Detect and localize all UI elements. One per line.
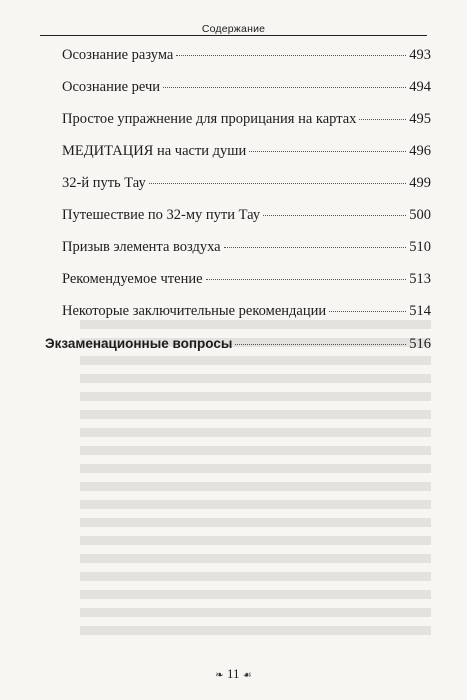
toc-entry-exam-questions — [45, 334, 431, 354]
toc-entry — [62, 174, 431, 193]
dot-leader — [176, 55, 406, 56]
toc-entry — [62, 46, 431, 65]
toc-entry-page: 500 — [409, 207, 431, 223]
header-title: Содержание — [192, 23, 275, 35]
toc-entry — [62, 302, 431, 321]
dot-leader — [224, 247, 407, 248]
toc-entry-page: 493 — [409, 47, 431, 63]
toc-entry-page: 496 — [409, 143, 431, 159]
toc-entry — [62, 238, 431, 257]
toc-entry — [62, 270, 431, 289]
toc-entry-page: 494 — [409, 79, 431, 95]
dot-leader — [359, 119, 406, 120]
dot-leader — [249, 151, 406, 152]
toc-entry-title: Осознание разума — [62, 47, 174, 63]
ornament-left-icon: ❧ — [215, 670, 224, 681]
running-header — [40, 18, 427, 46]
toc-entry-title: Осознание речи — [62, 79, 161, 95]
toc-entry-page: 513 — [409, 271, 431, 287]
bleed-through-text — [80, 320, 431, 640]
toc-entry-page: 499 — [409, 175, 431, 191]
toc-entry-page: 514 — [409, 303, 431, 319]
toc-entry-title: 32-й путь Тау — [62, 175, 146, 191]
toc-entry — [62, 110, 431, 129]
toc-entry-title: Призыв элемента воздуха — [62, 239, 221, 255]
dot-leader — [263, 215, 406, 216]
toc-entry-title: МЕДИТАЦИЯ на части души — [62, 143, 247, 159]
toc-entry-title: Простое упражнение для прорицания на картах — [62, 111, 357, 127]
dot-leader — [149, 183, 407, 184]
ornament-right-icon: ☙ — [242, 670, 252, 681]
toc-entry-title: Рекомендуемое чтение — [62, 271, 203, 287]
toc-entry-page: 510 — [409, 239, 431, 255]
toc-entry — [62, 206, 431, 225]
dot-leader — [329, 311, 406, 312]
dot-leader — [206, 279, 407, 280]
table-of-contents — [45, 46, 431, 354]
header-rule — [40, 35, 427, 36]
dot-leader — [163, 87, 406, 88]
toc-entry — [62, 78, 431, 97]
toc-entry-page: 516 — [409, 336, 431, 352]
toc-entry-title: Некоторые заключительные рекомендации — [62, 303, 327, 319]
toc-entry-title: Путешествие по 32-му пути Тау — [62, 207, 261, 223]
toc-entry-title: Экзаменационные вопросы — [45, 336, 233, 351]
dot-leader — [235, 344, 406, 345]
toc-entry — [62, 142, 431, 161]
page-number: 11 — [226, 666, 240, 681]
toc-entry-page: 495 — [409, 111, 431, 127]
page-footer — [0, 666, 467, 682]
